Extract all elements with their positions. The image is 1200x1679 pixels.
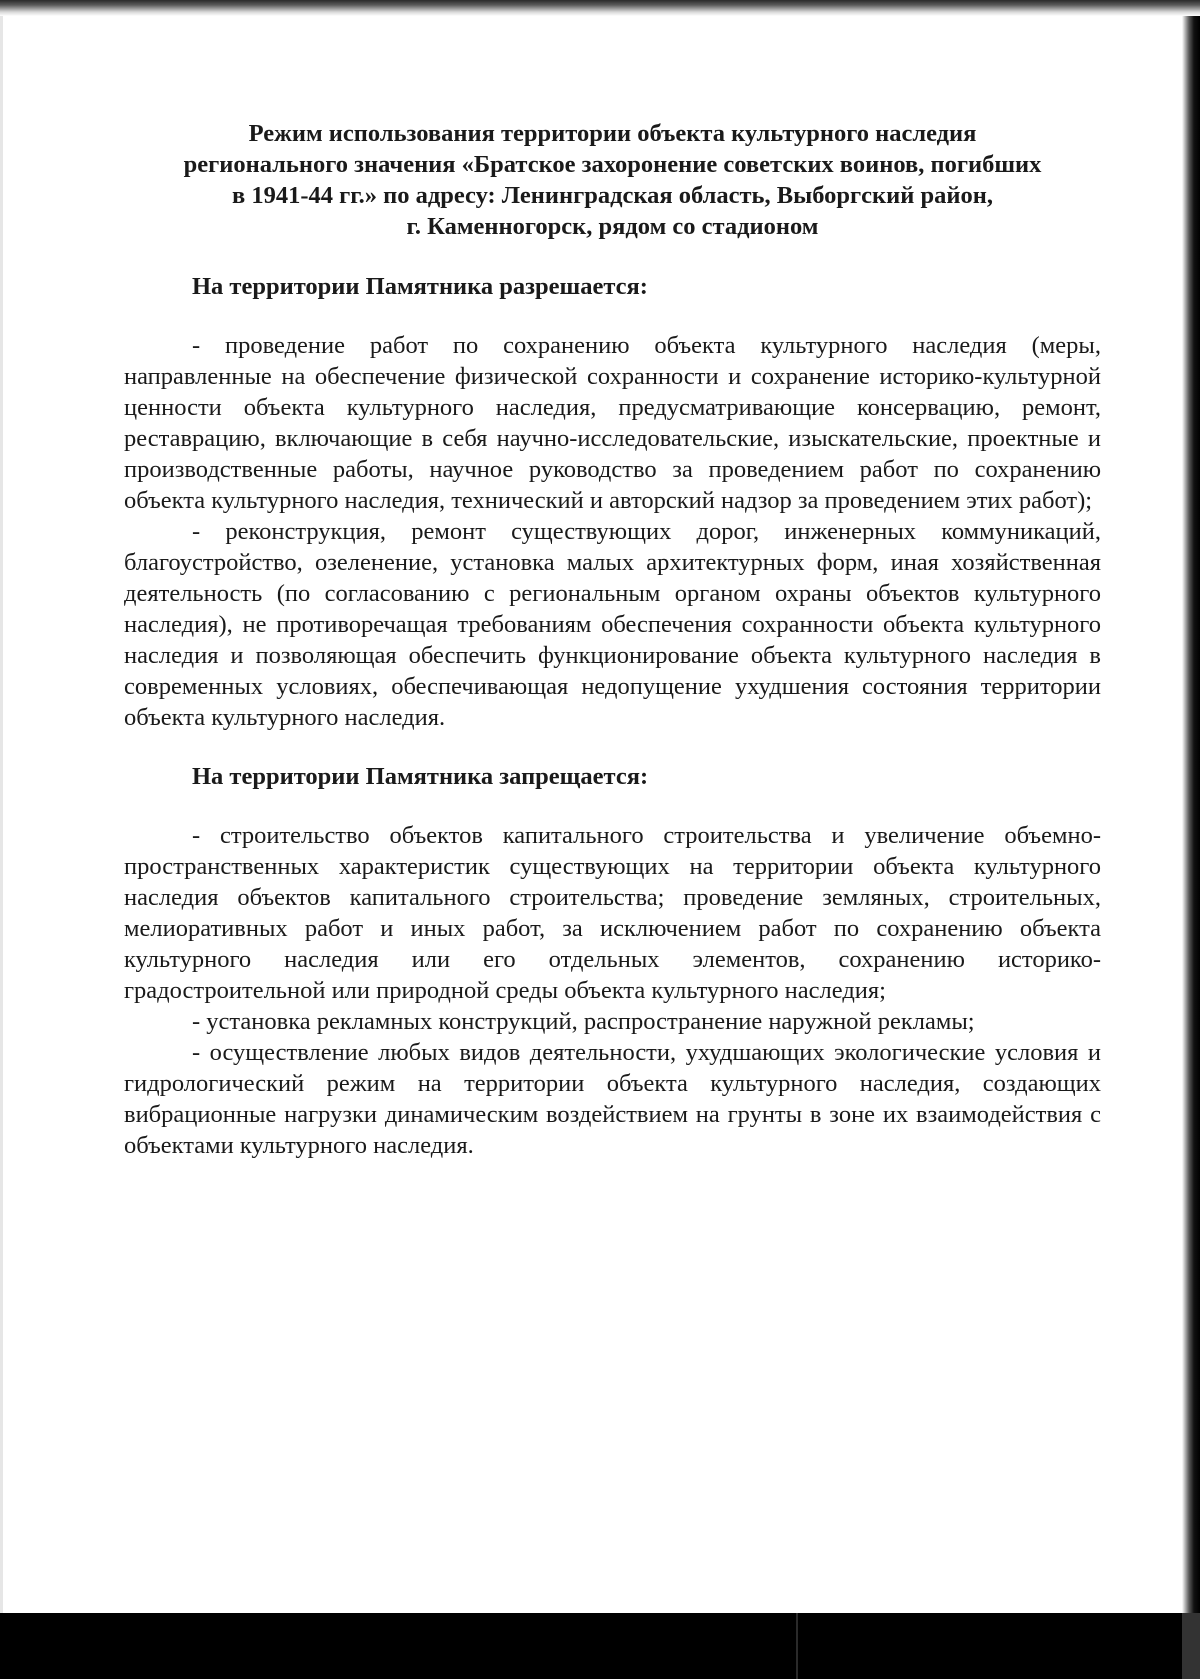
section-heading-prohibited: На территории Памятника запрещается: [192, 763, 649, 790]
section-prohibited [124, 761, 1101, 1161]
title-line: Режим использования территории объекта культурного наследия [248, 120, 977, 147]
section-allowed [124, 271, 1101, 733]
scan-border-right [1182, 16, 1200, 1613]
title-line: регионального значения «Братское захоронение советских воинов, погибших [183, 151, 1042, 178]
allowed-item: - проведение работ по сохранению объекта культурного наследия (меры, направленные на обеспечение физической сохранности и сохранение историко-культурной ценности объекта культурного наследия, предусматривающие консервацию, ремонт, реставрацию, включающие в себя научно-исследовательские, изыскательские, проектные и производственные работы, научное руководство за проведением работ по сохранению объекта культурного наследия, технический и авторский надзор за проведением этих работ); [124, 332, 1101, 514]
prohibited-item: - осуществление любых видов деятельности, ухудшающих экологические условия и гидрологический режим на территории объекта культурного наследия, создающих вибрационные нагрузки динамическим воздействием на грунты в зоне их взаимодействия с объектами культурного наследия. [124, 1039, 1101, 1159]
prohibited-item: - установка рекламных конструкций, распространение наружной рекламы; [192, 1008, 975, 1035]
scan-border-top [0, 0, 1200, 16]
section-heading-allowed: На территории Памятника разрешается: [192, 273, 648, 300]
title-line: г. Каменногорск, рядом со стадионом [406, 213, 819, 240]
scan-crease [796, 1613, 798, 1679]
document-title [124, 118, 1101, 242]
prohibited-item: - строительство объектов капитального строительства и увеличение объемно-пространственных характеристик существующих на территории объекта культурного наследия объектов капитального строительства; проведение земляных, строительных, мелиоративных работ и иных работ, за исключением работ по сохранению объекта культурного наследия или его отдельных элементов, сохранению историко-градостроительной или природной среды объекта культурного наследия; [124, 822, 1101, 1004]
scan-corner [1182, 1613, 1200, 1679]
section-spacer [124, 733, 1101, 761]
allowed-item: - реконструкция, ремонт существующих дорог, инженерных коммуникаций, благоустройство, озеленение, установка малых архитектурных форм, иная хозяйственная деятельность (по согласованию с региональным органом охраны объектов культурного наследия), не противоречащая требованиям обеспечения сохранности объекта культурного наследия и позволяющая обеспечить функционирование объекта культурного наследия в современных условиях, обеспечивающая недопущение ухудшения состояния территории объекта культурного наследия. [124, 518, 1101, 731]
document-page [124, 118, 1101, 1598]
scan-border-bottom [0, 1613, 1200, 1679]
title-line: в 1941-44 гг.» по адресу: Ленинградская область, Выборгский район, [231, 182, 993, 209]
scan-border-left [0, 16, 3, 1613]
